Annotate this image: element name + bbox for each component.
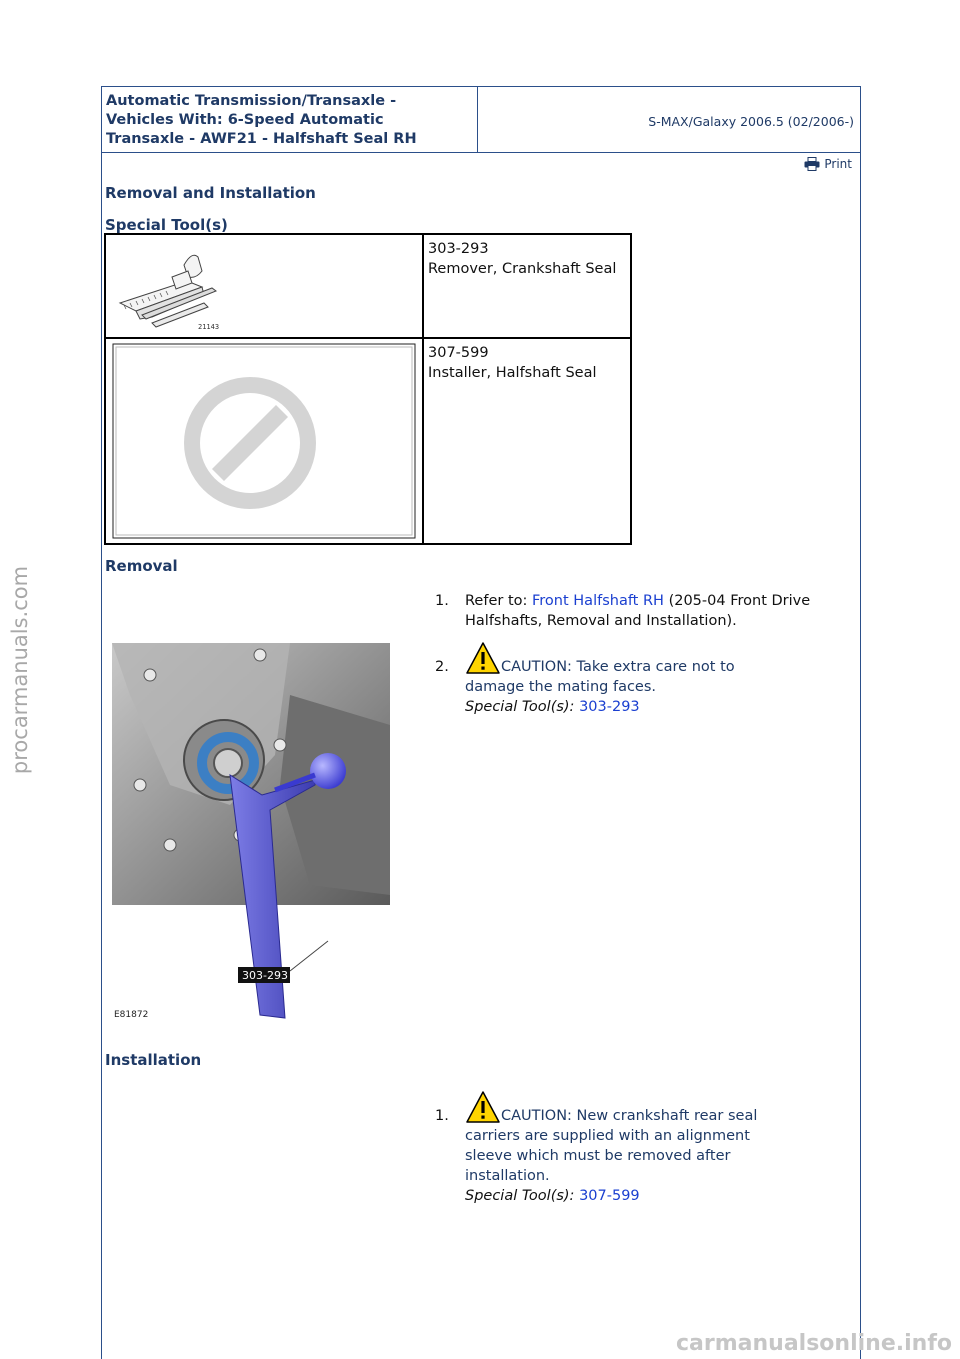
document-title xyxy=(102,87,478,153)
removal-illustration xyxy=(110,635,394,1033)
installation-step-1: CAUTION: New crankshaft rear seal carriers are supplied with an alignment sleeve which must be removed after installation. Special Tool(s): 307-599 xyxy=(465,1090,757,1206)
tool-2-number: 307-599 xyxy=(428,345,489,361)
front-halfshaft-link[interactable]: Front Halfshaft RH xyxy=(532,593,664,609)
tool-1-text xyxy=(428,239,616,279)
installation-title: Installation xyxy=(105,1051,202,1069)
warning-icon xyxy=(465,1090,501,1124)
tool-callout-label: 303-293 xyxy=(242,969,288,982)
vehicle-info xyxy=(478,87,860,153)
removal-step-2: CAUTION: Take extra care not to damage the mating faces. Special Tool(s): 303-293 xyxy=(465,641,735,717)
tool-2-name: Installer, Halfshaft Seal xyxy=(428,365,597,381)
bottom-watermark: carmanualsonline.info xyxy=(676,1331,952,1356)
print-label: Print xyxy=(824,157,852,171)
title-line-3: Transaxle - AWF21 - Halfshaft Seal RH xyxy=(106,131,417,147)
removal-step-1-number: 1. xyxy=(435,593,449,609)
special-tools-title: Special Tool(s) xyxy=(105,216,228,234)
seal-remover-tool-image xyxy=(112,243,242,333)
removal-step-2-number: 2. xyxy=(435,659,449,675)
document-frame xyxy=(101,86,861,1359)
caution-text: CAUTION: New crankshaft rear seal xyxy=(501,1108,758,1124)
title-line-2: Vehicles With: 6-Speed Automatic xyxy=(106,112,384,128)
caution-text: CAUTION: Take extra care not to xyxy=(501,659,735,675)
special-tools-table xyxy=(104,233,632,545)
removal-step-1: Refer to: Front Halfshaft RH (205-04 Front Drive Halfshafts, Removal and Installation). xyxy=(465,593,811,629)
installation-step-1-number: 1. xyxy=(435,1108,449,1124)
removal-title: Removal xyxy=(105,557,178,575)
figure-id-label: E81872 xyxy=(114,1010,149,1020)
warning-icon xyxy=(465,641,501,675)
tool-1-number: 303-293 xyxy=(428,241,489,257)
section-title: Removal and Installation xyxy=(105,184,316,202)
print-button[interactable] xyxy=(804,157,852,171)
title-line-1: Automatic Transmission/Transaxle - xyxy=(106,93,397,109)
printer-icon xyxy=(804,157,820,171)
vehicle-label: S-MAX/Galaxy 2006.5 (02/2006-) xyxy=(648,114,854,129)
side-watermark: procarmanuals.com xyxy=(8,565,32,775)
tool-303-293-link[interactable]: 303-293 xyxy=(579,699,640,715)
tool-2-text xyxy=(428,343,597,383)
tool-307-599-link[interactable]: 307-599 xyxy=(579,1188,640,1204)
tool-1-name: Remover, Crankshaft Seal xyxy=(428,261,617,277)
no-image-placeholder xyxy=(112,343,416,539)
tool-image-label: 21143 xyxy=(198,323,220,331)
